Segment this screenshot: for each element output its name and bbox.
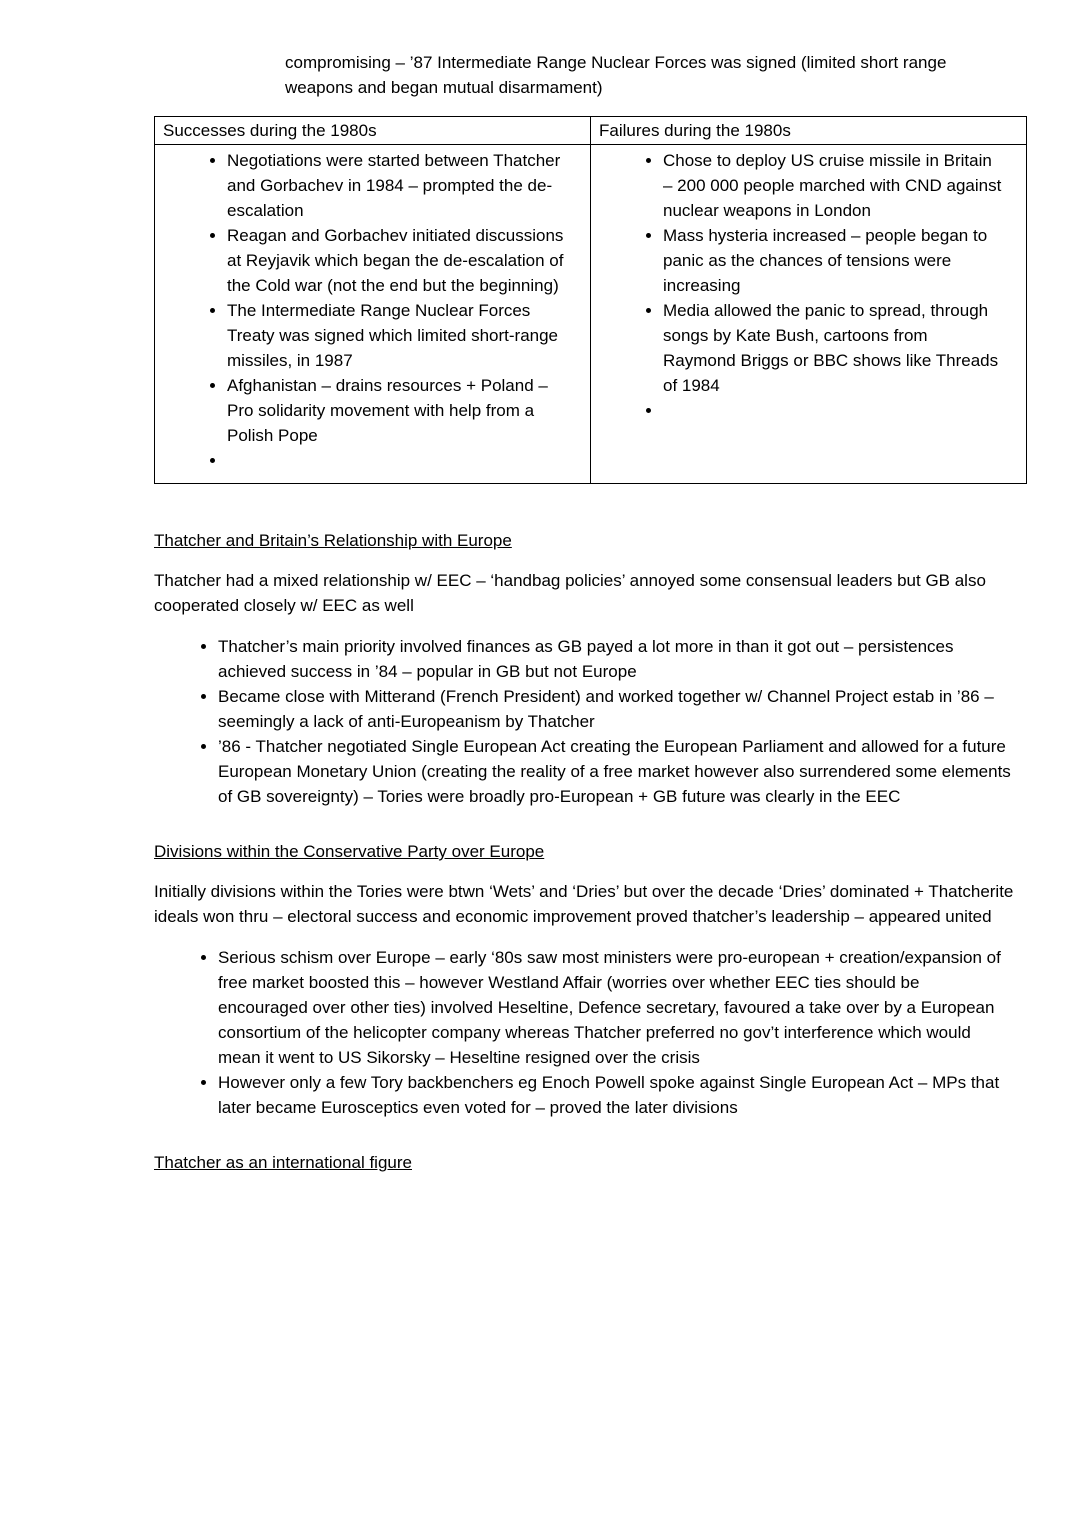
section-heading: Thatcher and Britain’s Relationship with Europe [154, 531, 512, 550]
list-item: • The Intermediate Range Nuclear Forces Treaty was signed which limited short-range missiles, in 1987 [227, 298, 568, 373]
successes-list [163, 148, 582, 473]
section-heading: Thatcher as an international figure [154, 1153, 412, 1172]
list-item-empty [227, 448, 568, 473]
successes-cell [155, 145, 591, 484]
section-international-figure [154, 1150, 1027, 1175]
table-body-row [155, 145, 1027, 484]
failures-cell [591, 145, 1027, 484]
section-paragraph: Initially divisions within the Tories were btwn ‘Wets’ and ‘Dries’ but over the decade ‘Dries’ dominated + Thatcherite ideals won thru – electoral success and economic improvement proved thatcher’s leadership – appeared united [154, 882, 1014, 926]
list-item: • However only a few Tory backbenchers eg Enoch Powell spoke against Single European Act – MPs that later became Eurosceptics even voted for – proved the later divisions [218, 1070, 1011, 1120]
section-paragraph: Thatcher had a mixed relationship w/ EEC – ‘handbag policies’ annoyed some consensual leaders but GB also cooperated closely w/ EEC as well [154, 571, 986, 615]
list-item: • Negotiations were started between Thatcher and Gorbachev in 1984 – prompted the de-escalation [227, 148, 568, 223]
list-item: • Mass hysteria increased – people began to panic as the chances of tensions were increasing [663, 223, 1004, 298]
table-header-failures: Failures during the 1980s [591, 117, 1027, 145]
list-item-empty [663, 398, 1004, 423]
section-bullet-list [154, 945, 1027, 1120]
list-item: • Became close with Mitterand (French President) and worked together w/ Channel Project estab in ’86 – seemingly a lack of anti-Europeanism by Thatcher [218, 684, 1011, 734]
list-item: • Serious schism over Europe – early ‘80s saw most ministers were pro-european + creation/expansion of free market boosted this – however Westland Affair (worries over whether EEC ties should be encouraged over other ties) involved Heseltine, Defence secretary, favoured a take over by a European consortium of the helicopter company whereas Thatcher preferred no gov’t interference which would mean it went to US Sikorsky – Heseltine resigned over the crisis [218, 945, 1011, 1070]
section-europe-relationship [154, 528, 1027, 809]
continuation-paragraph: compromising – ’87 Intermediate Range Nuclear Forces was signed (limited short range weapons and began mutual disarmament) [285, 53, 947, 97]
list-item: • Afghanistan – drains resources + Poland – Pro solidarity movement with help from a Polish Pope [227, 373, 568, 448]
table-header-successes: Successes during the 1980s [155, 117, 591, 145]
table-header-row [155, 117, 1027, 145]
section-heading: Divisions within the Conservative Party over Europe [154, 842, 545, 861]
failures-list [599, 148, 1018, 423]
list-item: • Media allowed the panic to spread, through songs by Kate Bush, cartoons from Raymond Briggs or BBC shows like Threads of 1984 [663, 298, 1004, 398]
section-bullet-list [154, 634, 1027, 809]
successes-failures-table [154, 116, 1027, 484]
list-item: • Reagan and Gorbachev initiated discussions at Reyjavik which began the de-escalation of the Cold war (not the end but the beginning) [227, 223, 568, 298]
list-item: • Thatcher’s main priority involved finances as GB payed a lot more in than it got out – persistences achieved success in ’84 – popular in GB but not Europe [218, 634, 1011, 684]
list-item: • ’86 - Thatcher negotiated Single European Act creating the European Parliament and allowed for a future European Monetary Union (creating the reality of a free market however also surrendered some elements of GB sovereignty) – Tories were broadly pro-European + GB future was clearly in the EEC [218, 734, 1011, 809]
section-tory-divisions [154, 839, 1027, 1120]
list-item: • Chose to deploy US cruise missile in Britain – 200 000 people marched with CND against nuclear weapons in London [663, 148, 1004, 223]
